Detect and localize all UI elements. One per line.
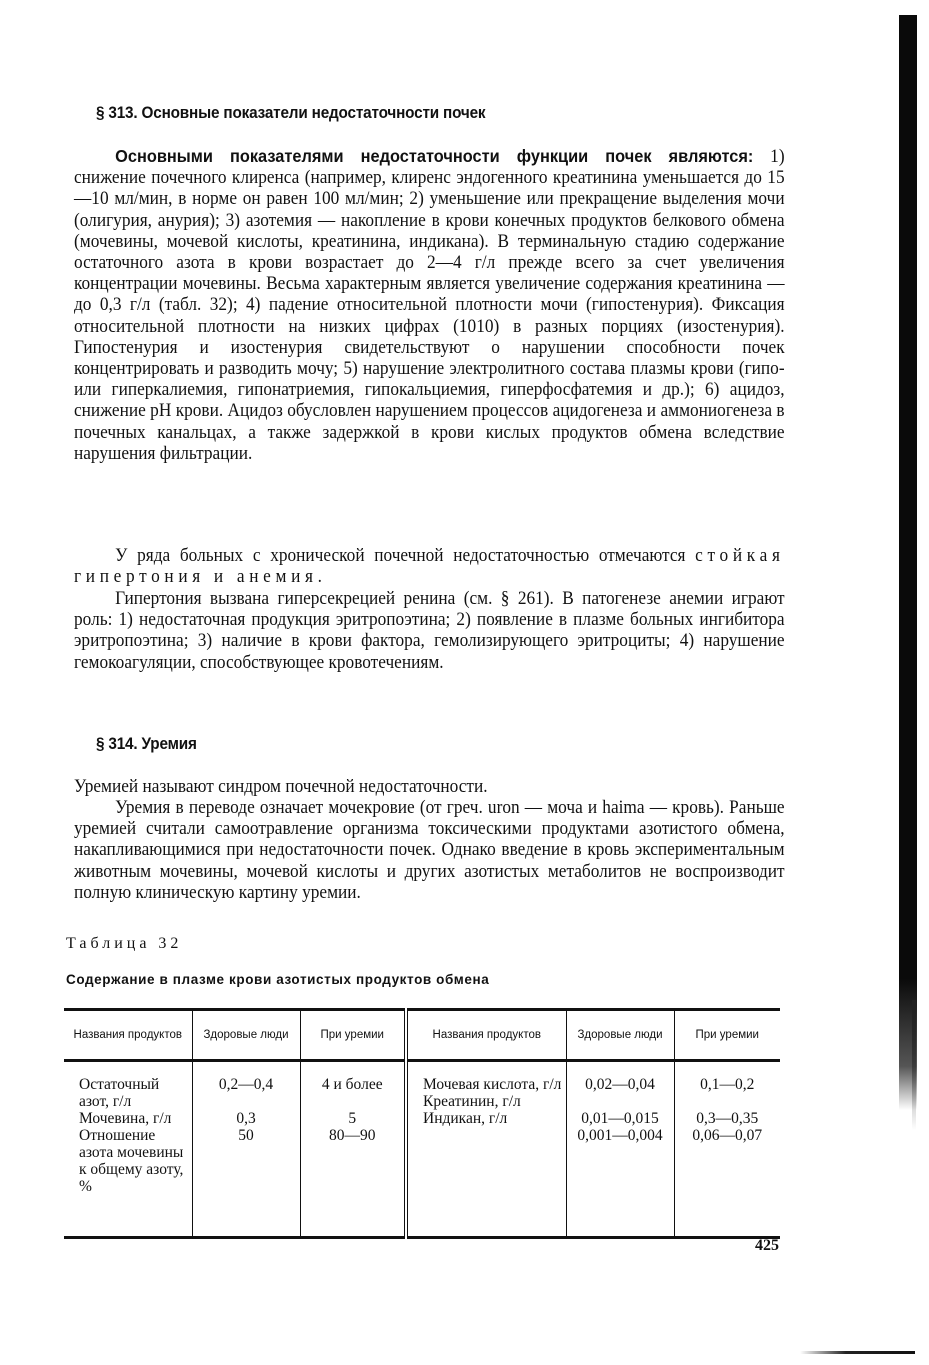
column-header: При уремии (300, 1010, 406, 1061)
table-caption: Таблица 32 (66, 935, 183, 952)
table-cell: 0,3 (236, 1110, 256, 1127)
column-header: Названия продуктов (64, 1010, 192, 1061)
table-title: Содержание в плазме крови азотистых продуктов обмена (66, 972, 490, 987)
section-314-title: § 314. Уремия (96, 734, 197, 753)
table-cell: Креатинин, г/л (423, 1093, 521, 1110)
section-313-title: § 313. Основные показатели недостаточности почек (96, 103, 486, 122)
table-cell: Мочевина, г/л (79, 1110, 172, 1127)
table-cell: 0,06—0,07 (692, 1127, 763, 1144)
table-cell: 50 (238, 1127, 254, 1144)
table-cell: 0,01—0,015 (581, 1110, 659, 1127)
table-cell: 0,1—0,2 (700, 1076, 755, 1093)
section-313-paragraph-1 (74, 146, 785, 465)
table-row (64, 1061, 780, 1238)
section-314-paragraph-2: Уремия в переводе означает мочекровие (от греч. uron — моча и haima — кровь). Раньше уремией считали самоотравление организма токсическими продуктами азотистого обмена, накапливающимися при недостаточности почек. Однако введение в кровь экспериментальным животным мочевины, мочевой кислоты и других азотистых метаболитов не воспроизводит полную клиническую картину уремии. (74, 798, 785, 903)
table-cell: Индикан, г/л (423, 1110, 508, 1127)
text: У ряда больных с хронической почечной недостаточностью отмечаются (115, 546, 696, 566)
lead-text: Основными показателями недостаточности функции почек являются: (115, 146, 754, 166)
table-cell: 0,02—0,04 (585, 1076, 655, 1093)
scan-edge-shadow-tail (912, 1000, 916, 1130)
section-313-paragraph-2 (74, 546, 785, 588)
scan-bottom-edge (800, 1351, 915, 1354)
left-uremia-cell (300, 1061, 406, 1238)
table-cell: Мочевая кислота, г/л (423, 1076, 562, 1093)
table-cell: 5 (348, 1110, 357, 1127)
body-text: 1) снижение почечного клиренса (например, клиренс эндогенного креатинина уменьшается до 15—10 мл/мин, в норме он равен 100 мл/мин; 2) уменьшение или прекращение выделения мочи (олигурия, анурия); 3) азотемия — накопление в крови конечных продуктов белкового обмена (мочевины, мочевой кислоты, креатинина, индикана). В терминальную стадию содержание остаточного азота в крови возрастает до 2—4 г/л прежде всего за счет увеличения концентрации мочевины. Весьма характерным является увеличение содержания креатинина — до 0,3 г/л (табл. 32); 4) падение относительной плотности мочи (гипостенурия). Фиксация относительной плотности на низких цифрах (1010) в разных порциях (изостенурия). Гипостенурия и изостенурия свидетельствуют о нарушении способности почек концентрировать и разводить мочу; 5) нарушение электролитного состава плазмы крови (гипо- или гиперкалиемия, гипонатриемия, гипокальциемия, гиперфосфатемия и др.); 6) ацидоз, снижение pH крови. Ацидоз обусловлен нарушением процессов ацидогенеза и аммониогенеза в почечных канальцах, а также задержкой в крови кислых продуктов обмена вследствие нарушения фильтрации. (74, 147, 785, 464)
table-cell: 0,3—0,35 (696, 1110, 759, 1127)
right-healthy-cell (566, 1061, 674, 1238)
scan-edge-shadow (899, 15, 917, 1110)
emphasized-text: стойкая гипертония и анемия (74, 546, 785, 588)
section-313-paragraph-3: Гипертония вызвана гиперсекрецией ренина (см. § 261). В патогенезе анемии играют роль: 1) недостаточная продукция эритропоэтина; 2) появление в плазме больных ингибитора эритропоэтина; 3) наличие в крови фактора, гемолизирующего эритроциты; 4) нарушение гемокоагуляции, способствующее кровотечениям. (74, 589, 785, 673)
table-cell: 80—90 (329, 1127, 376, 1144)
table-cell: Отношение азота мочевины к общему азоту, % (79, 1127, 184, 1195)
nitrogen-products-table (64, 1008, 780, 1239)
table-cell: 0,2—0,4 (218, 1076, 274, 1093)
left-names-cell (64, 1061, 192, 1238)
column-header: Здоровые люди (192, 1010, 300, 1061)
table-header-row (64, 1010, 780, 1061)
right-names-cell (406, 1061, 566, 1238)
right-uremia-cell (674, 1061, 780, 1238)
table-cell: 4 и более (321, 1076, 383, 1093)
section-314-paragraph-1: Уремией называют синдром почечной недостаточности. (74, 777, 488, 797)
left-healthy-cell (192, 1061, 300, 1238)
column-header: Названия продуктов (406, 1010, 566, 1061)
column-header: При уремии (674, 1010, 780, 1061)
page-number: 425 (755, 1237, 779, 1254)
table-cell: 0,001—0,004 (577, 1127, 663, 1144)
table-cell: Остаточный азот, г/л (79, 1076, 160, 1110)
text: . (317, 567, 322, 588)
column-header: Здоровые люди (566, 1010, 674, 1061)
